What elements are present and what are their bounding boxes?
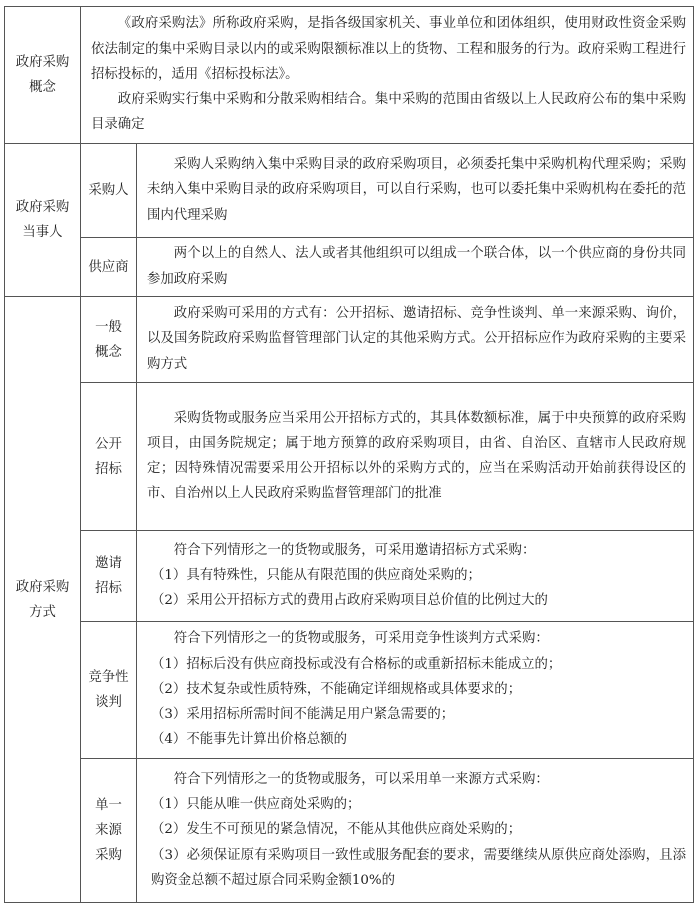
label-line: 公开: [95, 436, 122, 452]
label-methods: [5, 297, 81, 903]
row-supplier: [5, 238, 694, 297]
row-concept: [5, 7, 694, 144]
paragraph: 采购人采购纳入集中采购目录的政府采购项目，必须委托集中采购机构代理采购；采购未纳入集中采购目录的政府采购项目，可以自行采购，也可以委托集中采购机构在委托的范围内代理采购: [147, 157, 686, 223]
intro-line: 符合下列情形之一的货物或服务，可以采用单一来源方式采购：: [173, 771, 549, 787]
label-purchaser: [81, 144, 137, 238]
list-item: （2）发生不可预见的紧急情况，不能从其他供应商处采购的；: [151, 822, 522, 838]
label-open-tender: [81, 383, 137, 531]
label-general: [81, 297, 137, 383]
row-open-tender: [5, 383, 694, 531]
paragraph: 政府采购可采用的方式有：公开招标、邀请招标、竞争性谈判、单一来源采购、询价，以及国务院政府采购监督管理部门认定的其他采购方式。公开招标应作为政府采购的主要采购方式: [147, 306, 686, 372]
paragraph: 两个以上的自然人、法人或者其他组织可以组成一个联合体，以一个供应商的身份共同参加政府采购: [147, 246, 686, 287]
label-parties: [5, 144, 81, 297]
label-line: 来源: [95, 823, 122, 838]
negotiation-content: [137, 622, 694, 759]
row-invited-tender: [5, 531, 694, 622]
label-line: 政府采购: [15, 579, 70, 595]
open-tender-content: [137, 383, 694, 531]
label-line: 采购人: [88, 183, 129, 198]
list-item: （4）不能事先计算出价格总额的: [151, 732, 348, 748]
label-line: 单一: [95, 798, 122, 813]
label-line: 概念: [29, 80, 56, 95]
paragraph: 政府采购实行集中采购和分散采购相结合。集中采购的范围由省级以上人民政府公布的集中采购目录确定: [91, 92, 686, 133]
label-line: 一般: [95, 319, 122, 335]
label-line: 邀请: [95, 556, 122, 571]
list-item: （3）采用招标所需时间不能满足用户紧急需要的；: [151, 707, 455, 723]
label-line: 当事人: [22, 225, 63, 240]
label-line: 政府采购: [15, 55, 70, 70]
list-item: （1）只能从唯一供应商处采购的；: [151, 797, 361, 813]
row-purchaser: [5, 144, 694, 238]
label-line: 谈判: [95, 695, 122, 710]
label-line: 方式: [29, 604, 56, 620]
label-line: 竞争性: [88, 670, 129, 685]
label-line: 招标: [95, 581, 122, 596]
row-single-source: [5, 759, 694, 903]
row-general: [5, 297, 694, 383]
list-item: （2）采用公开招标方式的费用占政府采购项目总价值的比例过大的: [151, 593, 548, 609]
concept-content: [81, 7, 694, 144]
label-negotiation: [81, 622, 137, 759]
label-invited-tender: [81, 531, 137, 622]
list-item: （1）具有特殊性，只能从有限范围的供应商处采购的；: [151, 567, 481, 583]
supplier-content: [137, 238, 694, 297]
label-line: 概念: [95, 344, 122, 360]
paragraph: 采购货物或服务应当采用公开招标方式的，其具体数额标准，属于中央预算的政府采购项目，由国务院规定；属于地方预算的政府采购项目，由省、自治区、直辖市人民政府规定；因特殊情况需要采用公开招标以外的采购方式的，应当在采购活动开始前获得设区的市、自治州以上人民政府采购监督管理部门的批准: [147, 410, 686, 502]
procurement-table: [4, 6, 694, 903]
intro-line: 符合下列情形之一的货物或服务，可采用竞争性谈判方式采购：: [173, 631, 549, 647]
single-source-content: [137, 759, 694, 903]
intro-line: 符合下列情形之一的货物或服务，可采用邀请招标方式采购：: [173, 542, 536, 558]
label-line: 采购: [95, 848, 122, 863]
label-single-source: [81, 759, 137, 903]
label-line: 政府采购: [15, 200, 70, 215]
list-item: （3）必须保证原有采购项目一致性或服务配套的要求，需要继续从原供应商处添购，且添购资金总额不超过原合同采购金额10%的: [151, 847, 686, 888]
row-negotiation: [5, 622, 694, 759]
list-item: （2）技术复杂或性质特殊，不能确定详细规格或具体要求的；: [151, 681, 522, 697]
label-line: 供应商: [88, 259, 129, 275]
label-supplier: [81, 238, 137, 297]
list-item: （1）招标后没有供应商投标或没有合格标的或重新招标未能成立的；: [151, 656, 562, 672]
general-content: [137, 297, 694, 383]
label-concept: [5, 7, 81, 144]
invited-tender-content: [137, 531, 694, 622]
purchaser-content: [137, 144, 694, 238]
label-line: 招标: [95, 461, 122, 477]
paragraph: 《政府采购法》所称政府采购，是指各级国家机关、事业单位和团体组织，使用财政性资金采购依法制定的集中采购目录以内的或采购限额标准以上的货物、工程和服务的行为。政府采购工程进行招标投标的，适用《招标投标法》。: [91, 16, 686, 82]
